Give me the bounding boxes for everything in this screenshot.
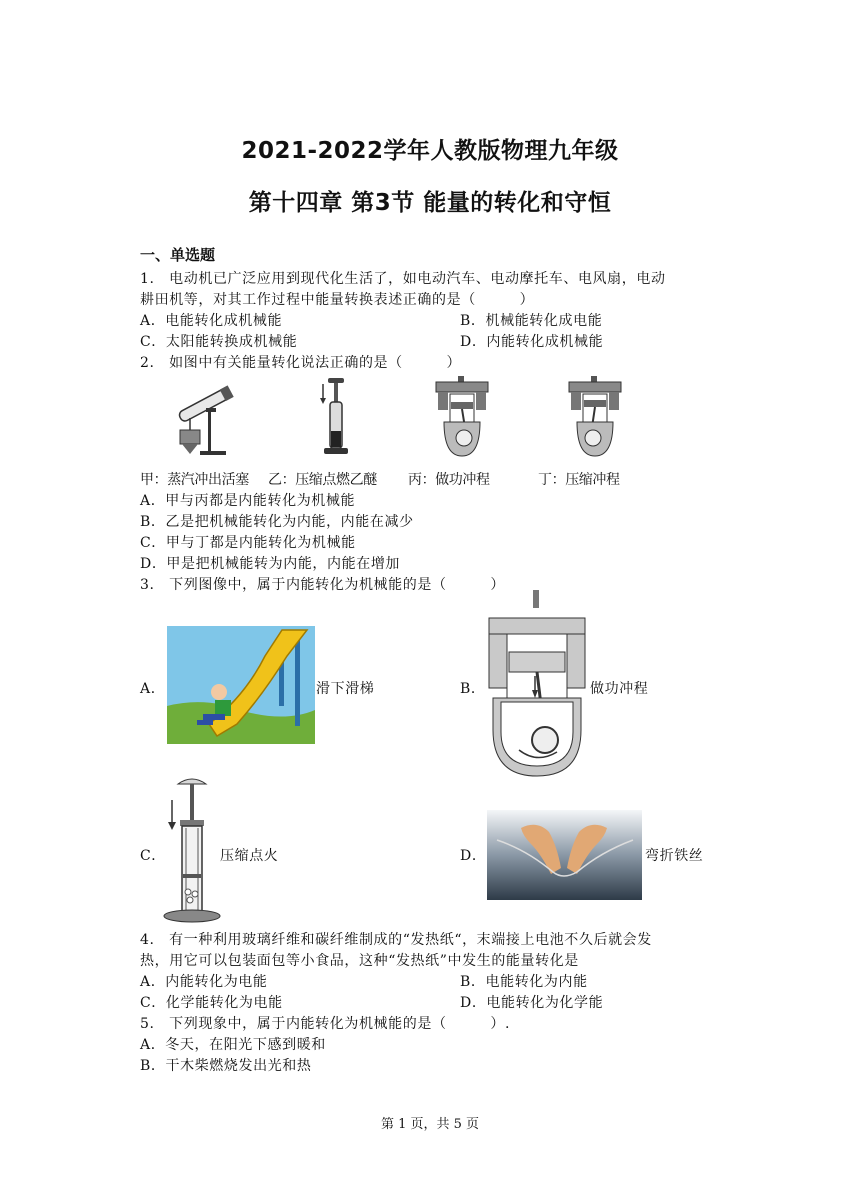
section-heading: 一、单选题 [140, 246, 216, 264]
q4-stem-line1: 4. 有一种利用玻璃纤维和碳纤维制成的“发热纸“，末端接上电池不久后就会发 [140, 932, 652, 948]
figure-caption-yi: 乙：压缩点燃乙醚 [268, 472, 377, 488]
q4-option-d: D．电能转化为化学能 [460, 995, 604, 1011]
q3-option-b-label: 做功冲程 [590, 681, 649, 697]
q5-stem: 5. 下列现象中，属于内能转化为机械能的是（ ）. [140, 1016, 511, 1032]
q2-option-b: B．乙是把机械能转化为内能，内能在减少 [140, 514, 414, 530]
compression-stroke-engine-figure [563, 376, 627, 458]
q1-option-d: D．内能转化成机械能 [460, 334, 604, 350]
figure-caption-ding: 丁：压缩冲程 [538, 472, 620, 488]
slide-picture [167, 626, 315, 744]
q3-option-a-label: 滑下滑梯 [316, 681, 375, 697]
document-subtitle: 第十四章 第3节 能量的转化和守恒 [248, 190, 612, 216]
q2-option-c: C．甲与丁都是内能转化为机械能 [140, 535, 356, 551]
q1-stem-line2: 耕田机等，对其工作过程中能量转换表述正确的是（ ） [140, 292, 535, 308]
q1-option-a: A．电能转化成机械能 [140, 313, 283, 329]
q3-stem: 3. 下列图像中，属于内能转化为机械能的是（ ） [140, 577, 505, 593]
bending-wire-picture [487, 810, 642, 900]
power-stroke-engine-figure [430, 376, 494, 458]
q4-stem-line2: 热，用它可以包装面包等小食品，这种“发热纸”中发生的能量转化是 [140, 953, 579, 969]
q2-option-a: A．甲与丙都是内能转化为机械能 [140, 493, 356, 509]
q5-option-a: A．冬天，在阳光下感到暖和 [140, 1037, 326, 1053]
q3-option-a-letter: A． [140, 681, 166, 697]
q4-option-a: A．内能转化为电能 [140, 974, 268, 990]
document-title: 2021-2022学年人教版物理九年级 [241, 138, 619, 164]
q1-option-c: C．太阳能转换成机械能 [140, 334, 298, 350]
q2-stem: 2. 如图中有关能量转化说法正确的是（ ） [140, 355, 462, 371]
q3-option-d-letter: D． [460, 848, 487, 864]
steam-piston-figure [170, 378, 240, 456]
q3-option-d-label: 弯折铁丝 [645, 848, 704, 864]
q1-option-b: B．机械能转化成电能 [460, 313, 603, 329]
figure-caption-jia: 甲：蒸汽冲出活塞 [140, 472, 249, 488]
q3-option-b-letter: B． [460, 681, 486, 697]
q1-stem-line1: 1. 电动机已广泛应用到现代化生活了，如电动汽车、电动摩托车、电风扇，电动 [140, 271, 666, 287]
fire-syringe-figure [316, 376, 356, 458]
q3-option-c-label: 压缩点火 [220, 848, 279, 864]
figure-caption-bing: 丙：做功冲程 [408, 472, 490, 488]
q4-option-b: B．电能转化为内能 [460, 974, 588, 990]
page-footer: 第 1 页，共 5 页 [380, 1117, 480, 1132]
q3-option-c-letter: C． [140, 848, 166, 864]
q4-option-c: C．化学能转化为电能 [140, 995, 283, 1011]
q5-option-b: B．干木柴燃烧发出光和热 [140, 1058, 312, 1074]
q2-option-d: D．甲是把机械能转为内能，内能在增加 [140, 556, 401, 572]
compression-ignition-picture [160, 776, 224, 924]
power-stroke-picture [487, 590, 587, 780]
